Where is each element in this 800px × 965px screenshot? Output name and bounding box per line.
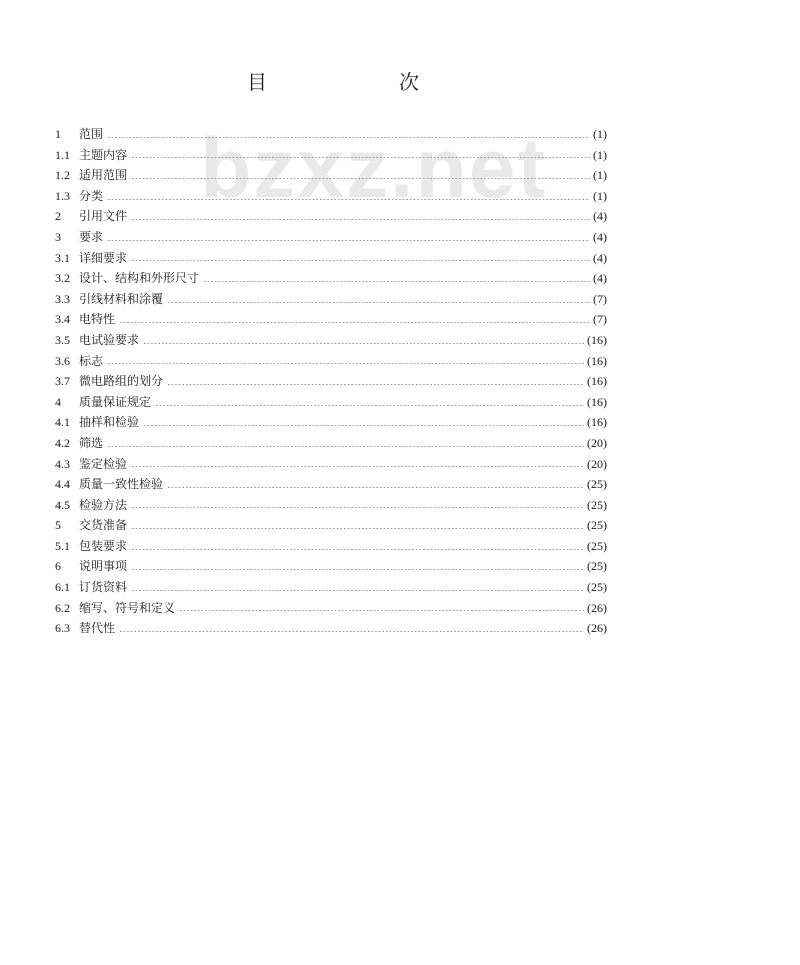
toc-entry xyxy=(55,206,607,227)
dot-leader xyxy=(131,178,590,179)
toc-entry-number: 1.1 xyxy=(55,147,70,162)
toc-entry-label: 订货资料 xyxy=(79,580,128,595)
toc-entry-page: (25) xyxy=(587,518,607,533)
toc-entry-label: 质量一致性检验 xyxy=(79,477,164,492)
toc-entry xyxy=(55,165,607,186)
table-of-contents xyxy=(55,121,607,639)
toc-entry xyxy=(55,330,607,351)
dot-leader xyxy=(131,157,590,158)
dot-leader xyxy=(131,260,590,261)
toc-entry-label: 检验方法 xyxy=(79,497,128,512)
toc-entry-number: 3.2 xyxy=(55,271,70,286)
toc-entry-number: 2 xyxy=(55,209,61,224)
toc-entry-number: 1.3 xyxy=(55,188,70,203)
toc-entry-label: 详细要求 xyxy=(79,250,128,265)
toc-entry-page: (4) xyxy=(593,229,607,244)
toc-entry-label: 质量保证规定 xyxy=(79,394,152,409)
toc-entry-label: 主题内容 xyxy=(79,147,128,162)
toc-entry-label: 筛选 xyxy=(79,435,104,450)
toc-entry-page: (16) xyxy=(587,394,607,409)
toc-entry-number: 6 xyxy=(55,559,61,574)
toc-entry xyxy=(55,598,607,619)
toc-entry-page: (16) xyxy=(587,332,607,347)
toc-entry-number: 5.1 xyxy=(55,538,70,553)
dot-leader xyxy=(107,137,590,138)
toc-entry-number: 1 xyxy=(55,127,61,141)
toc-entry-number: 6.2 xyxy=(55,600,70,615)
toc-entry-page: (16) xyxy=(587,353,607,368)
toc-entry-label: 标志 xyxy=(79,353,104,368)
watermark: bzxz.net xyxy=(200,121,548,215)
toc-entry xyxy=(55,186,607,207)
toc-entry-label: 引线材料和涂覆 xyxy=(79,291,164,306)
toc-entry-number: 4.1 xyxy=(55,415,70,430)
toc-entry-page: (25) xyxy=(587,559,607,574)
toc-entry xyxy=(55,556,607,577)
dot-leader xyxy=(131,590,584,591)
dot-leader xyxy=(107,363,584,364)
toc-entry-page: (26) xyxy=(587,600,607,615)
dot-leader xyxy=(107,446,584,447)
toc-entry-page: (1) xyxy=(593,168,607,183)
toc-entry-page: (20) xyxy=(587,456,607,471)
toc-entry-page: (1) xyxy=(593,188,607,203)
toc-entry-label: 电特性 xyxy=(79,312,116,327)
toc-entry-page: (20) xyxy=(587,435,607,450)
toc-entry-label: 缩写、符号和定义 xyxy=(79,600,176,615)
toc-entry-label: 要求 xyxy=(79,229,104,244)
toc-entry-page: (4) xyxy=(593,209,607,224)
toc-entry xyxy=(55,227,607,248)
dot-leader xyxy=(167,384,584,385)
dot-leader xyxy=(167,302,590,303)
toc-entry-number: 4.3 xyxy=(55,456,70,471)
toc-entry xyxy=(55,309,607,330)
toc-entry-number: 3.4 xyxy=(55,312,70,327)
toc-entry xyxy=(55,145,607,166)
page-title: 目 次 xyxy=(247,70,475,94)
dot-leader xyxy=(155,405,584,406)
toc-entry-page: (25) xyxy=(587,538,607,553)
toc-entry-page: (16) xyxy=(587,374,607,389)
toc-entry-page: (25) xyxy=(587,580,607,595)
dot-leader xyxy=(131,549,584,550)
toc-entry-number: 3.5 xyxy=(55,332,70,347)
toc-entry-label: 适用范围 xyxy=(79,168,128,183)
toc-entry xyxy=(55,289,607,310)
toc-entry xyxy=(55,268,607,289)
toc-entry-number: 4.2 xyxy=(55,435,70,450)
dot-leader xyxy=(179,610,584,611)
dot-leader xyxy=(143,343,584,344)
toc-entry xyxy=(55,577,607,598)
toc-entry xyxy=(55,618,607,639)
dot-leader xyxy=(131,528,584,529)
toc-entry-label: 交货准备 xyxy=(79,518,128,533)
toc-entry xyxy=(55,124,607,145)
toc-entry-page: (25) xyxy=(587,477,607,492)
toc-entry-label: 包装要求 xyxy=(79,538,128,553)
toc-entry-label: 范围 xyxy=(79,127,104,141)
dot-leader xyxy=(119,322,590,323)
toc-entry-label: 抽样和检验 xyxy=(79,415,140,430)
toc-entry xyxy=(55,474,607,495)
toc-entry xyxy=(55,351,607,372)
toc-entry-label: 替代性 xyxy=(79,621,116,636)
toc-entry-page: (7) xyxy=(593,312,607,327)
toc-entry xyxy=(55,495,607,516)
toc-entry-label: 鉴定检验 xyxy=(79,456,128,471)
toc-entry-number: 3.7 xyxy=(55,374,70,389)
toc-entry xyxy=(55,412,607,433)
dot-leader xyxy=(143,425,584,426)
dot-leader xyxy=(107,240,590,241)
toc-entry-label: 微电路组的划分 xyxy=(79,374,164,389)
toc-entry-page: (4) xyxy=(593,271,607,286)
dot-leader xyxy=(167,487,584,488)
toc-entry xyxy=(55,248,607,269)
dot-leader xyxy=(131,466,584,467)
toc-entry xyxy=(55,392,607,413)
toc-entry xyxy=(55,454,607,475)
toc-entry-page: (4) xyxy=(593,250,607,265)
toc-entry-number: 4 xyxy=(55,394,61,409)
toc-entry-number: 6.1 xyxy=(55,580,70,595)
toc-entry-page: (26) xyxy=(587,621,607,636)
toc-entry-number: 5 xyxy=(55,518,61,533)
toc-entry-label: 引用文件 xyxy=(79,209,128,224)
toc-entry xyxy=(55,371,607,392)
dot-leader xyxy=(107,199,590,200)
toc-entry-page: (16) xyxy=(587,415,607,430)
dot-leader xyxy=(131,507,584,508)
toc-entry-number: 3.3 xyxy=(55,291,70,306)
toc-entry-number: 4.4 xyxy=(55,477,70,492)
toc-entry-page: (1) xyxy=(593,147,607,162)
toc-entry xyxy=(55,515,607,536)
dot-leader xyxy=(119,631,584,632)
toc-entry-number: 3.1 xyxy=(55,250,70,265)
toc-entry-page: (25) xyxy=(587,497,607,512)
toc-entry-label: 分类 xyxy=(79,188,104,203)
toc-entry xyxy=(55,433,607,454)
toc-entry xyxy=(55,536,607,557)
dot-leader xyxy=(131,569,584,570)
toc-entry-label: 电试验要求 xyxy=(79,332,140,347)
toc-entry-number: 3 xyxy=(55,229,61,244)
dot-leader xyxy=(131,219,590,220)
toc-entry-number: 6.3 xyxy=(55,621,70,636)
dot-leader xyxy=(203,281,590,282)
toc-entry-label: 说明事项 xyxy=(79,559,128,574)
toc-entry-number: 3.6 xyxy=(55,353,70,368)
toc-entry-page: (1) xyxy=(593,127,607,141)
toc-entry-page: (7) xyxy=(593,291,607,306)
toc-entry-number: 1.2 xyxy=(55,168,70,183)
toc-entry-label: 设计、结构和外形尺寸 xyxy=(79,271,200,286)
toc-entry-number: 4.5 xyxy=(55,497,70,512)
